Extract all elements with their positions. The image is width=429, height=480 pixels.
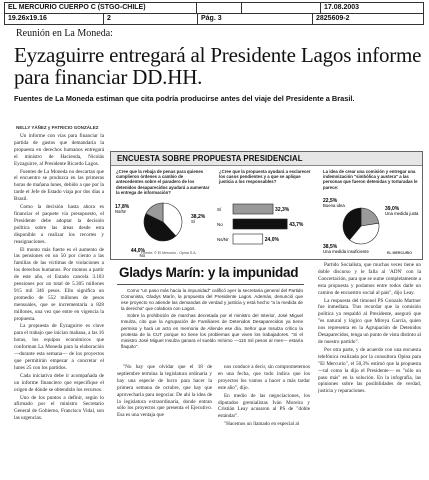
kicker: Reunión en La Moneda: (16, 28, 113, 39)
bar-category-label: No (217, 222, 223, 227)
article-column-left (14, 133, 104, 473)
id-cell: 2825609-2 (316, 15, 350, 22)
slice-category-label: Una medida justa (385, 211, 419, 216)
slice-category-label: Una medida insuficiente (323, 249, 369, 254)
date-cell: 17.08.2003 (324, 4, 360, 11)
bar-s- (233, 204, 273, 214)
article-column-right (318, 262, 421, 474)
bar-no (233, 219, 287, 229)
poll-question-1: ¿Cree que la rebaja de penas para quienes cumplieron órdenes a cambio de antecedentes sobre el paradero de los detenidos desaparecidos ayudará a aumentar la entrega de información? (116, 169, 210, 195)
bar-ns-nr (233, 234, 263, 244)
article-paragraph: Fuentes de La Moneda no descartan que el encuentro se produzca en las primeras horas de mañana lunes, debido a que por la tarde el Jefe de Estado viaja por dos días a Brasil. (14, 168, 104, 203)
article-paragraph: Por otra parte, y de acuerdo con una encuesta telefónica realizada por la consultora Opina para "El Mercurio", el 50,3% estimó que la propuesta —tal como la dijo el Presidente— es "sólo un paso más" en la solución. En la infografía, las opiniones sobre las posibilidades de verdad, justicia y reparaciones. (318, 346, 421, 395)
slice-value-label: 22,5% (323, 198, 338, 204)
poll-title: ENCUESTA SOBRE PROPUESTA PRESIDENCIAL (117, 154, 303, 163)
sidebar-paragraph: En medio de las negociaciones, los diputados gremialistas Iván Moreira y Cristián Leay acusaron al PS de "doble estándar". (218, 392, 310, 420)
bar-chart-esclarecer-casos (215, 198, 319, 258)
slice-value-label: 17,8% (115, 204, 130, 210)
sidebar-column-1 (117, 364, 212, 474)
sidebar-paragraph: "Hacemos un llamado en especial al (224, 421, 300, 428)
slice-category-label: No (139, 253, 145, 258)
size-cell: 19.26x19.16 (5, 14, 104, 24)
publication-cell: EL MERCURIO CUERPO C (STGO-CHILE) (5, 3, 197, 13)
metadata-row-1 (4, 2, 424, 14)
article-paragraph: Como la decisión hasta ahora es financiar el paquete vía presupuesto, el Presidente debe adoptar la decisión política sobre las áreas desde esta disponible a realizar los recortes y reasignaciones. (14, 204, 104, 245)
metadata-row-2 (4, 14, 424, 25)
subhead: Fuentes de La Moneda estiman que cita podría producirse antes del viaje del Presidente a Brasil. (14, 94, 355, 103)
blank-cell (197, 3, 242, 13)
article-paragraph: La propuesta de Eyzaguirre es clave para el trabajo que inician mañana, a las 16 horas, los equipos económicos que conforman La Moneda para la elaboración —durante esta semana— de los proyectos que permitirán empezar a concretar el lunes 25 con los partidos. (14, 323, 104, 371)
sidebar-title-rule (117, 284, 304, 285)
bar-category-label: Ns/Nr (217, 237, 229, 242)
clipping-metadata (4, 2, 424, 25)
pie-chart-comision (319, 198, 422, 258)
bar-value-label: 32,3% (275, 207, 290, 213)
headline: Eyzaguirre entregará al Presidente Lagos informe para financiar DD.HH. (14, 43, 422, 89)
slice-category-label: Ns/Nr (115, 209, 126, 214)
slice-category-label: Buena idea (323, 203, 345, 208)
article-paragraph: Partido Socialista, que muchas veces tiene un doble discurso y le falla al 'ADN' con la Concertación, para que se sume completamente a esta propuesta y podamos entre todos darle un camino de encuentro social al país", dijo Leay. (318, 262, 421, 296)
sidebar-intro-paragraph: Como "un paso más hacia la impunidad" calificó ayer la secretaria general del Partido Comunista, Gladys Marín, la propuesta del Presidente Lagos. Además, denunció que ese proyecto no atiende las demandas de verdad y justicia y está hecho "a la medida de la derecha" que colabora con Lagos. (121, 288, 303, 312)
article-paragraph: Cada iniciativa debe ir acompañada de un informe financiero que especifique el origen de dónde se obtendrán los recursos. (14, 372, 104, 393)
sidebar-paragraph: "No hay que olvidar que el 18 de septiembre termina la legislatura ordinaria y hay una especie de lucro para hacer la primera semana de octubre, que hay que aprovecharla para negociar. De ahí la idea de la legislatura extraordinaria, donde entran sólo los proyectos que presenta el Ejecutivo. Esa es una ventaja que (117, 364, 212, 419)
poll-source: Fuente: © El Mercurio - Opina S.A. (141, 251, 197, 255)
blank-cell (242, 3, 321, 13)
sidebar-intro-paragraph: Sobre la prohibición de marchas decretada por el ministro del Interior, José Miguel Insulza, cito que la Agrupación de Familiares de Detenidos Desaparecidos ya tiene permiso y hará un acto en memoria de Allende ese día. Señor que Insulza crítico la protesta de la CUT porque no tiene los problemas que viven los trabajadores. "Si el ministro José Miguel Insulza ganara el sueldo mínimo —115 mil pesos al mes— estaría flaquito". (121, 313, 303, 349)
poll-question-3: La idea de crear una comisión y entregar una indemnización "simbólica y austera" a las personas que fueron detenidas y torturadas le parece: (323, 169, 418, 190)
pie-chart-rebaja-penas (111, 198, 215, 258)
sidebar-title: Gladys Marín: y la impunidad (119, 265, 299, 280)
sidebar-column-2 (218, 364, 310, 474)
poll-question-2: ¿Cree que la propuesta ayudará a esclarecer los casos pendientes y a que se aplique justicia a los responsables? (219, 169, 311, 185)
slice-value-label: 38,2% (191, 214, 206, 220)
pie-slice-buena-idea (361, 208, 379, 226)
page-cell: Pág. 3 (198, 14, 313, 24)
sidebar-paragraph: nos conduce a decir, sin comprometernos en una fecha, que todo indica que los proyectos los vamos a hacer a más tardar este año", dijo. (218, 364, 310, 391)
sidebar-intro (121, 288, 303, 358)
slice-value-label: 38,5% (323, 244, 338, 250)
article-paragraph: Uno de los puntos a definir, según lo afirmado por el ministro Secretario General de Gobierno, Francisco Vidal, son las urgencias. (14, 394, 104, 422)
bar-category-label: Sí (217, 207, 222, 212)
article-paragraph: Un informe con vías para financiar la partida de gastos que demandaría la propuesta en derechos humanos entregará el ministro de Hacienda, Nicolás Eyzaguirre, al Presidente Ricardo Lagos. (14, 133, 104, 167)
slice-category-label: Sí (191, 219, 196, 224)
slice-value-label: 44,0% (130, 248, 145, 254)
poll-logo: EL MERCURIO (387, 251, 413, 255)
number-cell: 2 (104, 14, 198, 24)
article-paragraph: El monto más fuerte es el aumento de las pensiones en un 50 por ciento a las familias de las víctimas de violaciones a los derechos humanos. Por montos a partir de este año, el Estado cancela 3.103 pensiones por un total de 5.305 millones 915 mil 346 pesos. Ello significa un promedio de 552 millones de pesos mensuales, que se incrementaría a 828 millones, una vez que entre en vigencia la propuesta. (14, 246, 104, 322)
article-paragraph: La respuesta del timonel PS Gonzalo Martner fue inmediata. Tras recordar que la comisión política ya respaldó al Presidente, aseguró que "es natural y lógico que Mireya García, quien nos representa en la Agrupación de Detenidos Desaparecidos, tenga un punto de vista distinto al de nuestro partido". (318, 297, 421, 345)
byline: NELLY YÁÑEZ y PATRICIO GONZÁLEZ (16, 125, 99, 130)
bar-value-label: 43,7% (289, 222, 304, 228)
slice-value-label: 39,0% (385, 206, 400, 212)
poll-infographic (110, 151, 423, 260)
bar-value-label: 24,0% (264, 237, 279, 243)
